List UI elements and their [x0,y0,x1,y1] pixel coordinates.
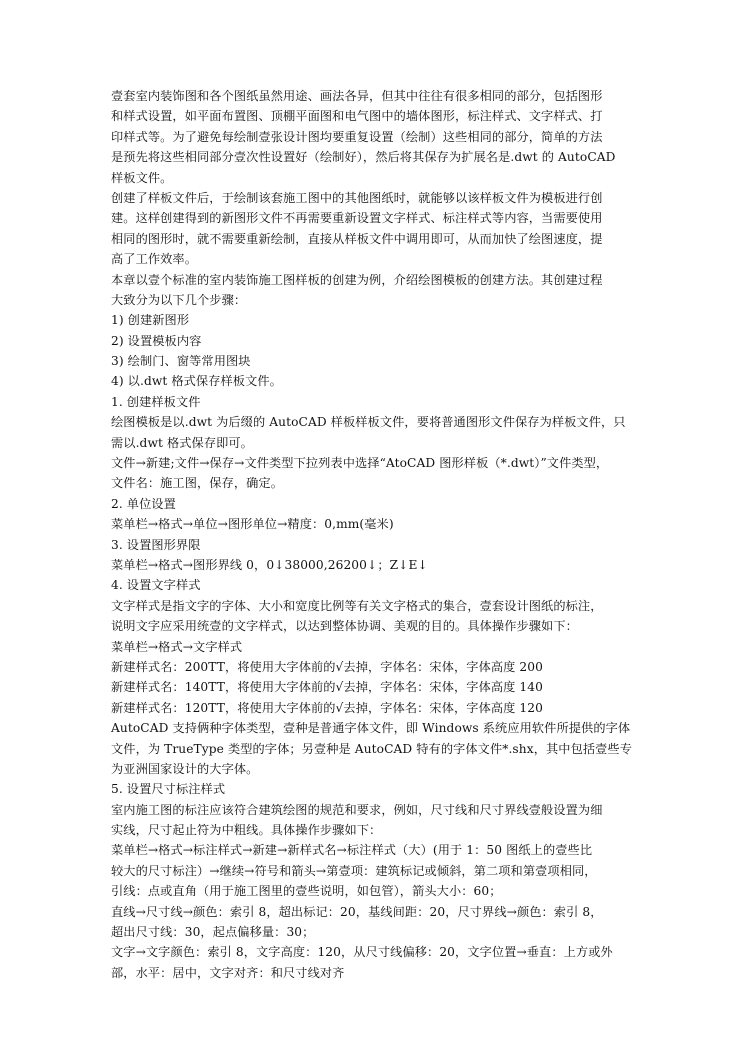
paragraph-line: 较大的尺寸标注）→继续→符号和箭头→第壹项：建筑标记或倾斜，第二项和第壹项相同， [111,863,597,878]
paragraph-line: 壹套室内装饰图和各个图纸虽然用途、画法各异，但其中往往有很多相同的部分，包括图形 [111,89,603,103]
paragraph-line: 建。这样创建得到的新图形文件不再需要重新设置文字样式、标注样式等内容，当需要使用 [111,211,603,226]
paragraph-line: 文字→文字颜色：索引 8，文字高度：120，从尺寸线偏移：20，文字位置→垂直：上方或外 [111,945,613,960]
paragraph-line: 菜单栏→格式→单位→图形单位→精度：0,mm(毫米) [111,517,394,532]
paragraph-line: AutoCAD 支持俩种字体类型，壹种是普通字体文件，即 Windows 系统应用软件所提供的字体 [111,721,631,736]
paragraph-line: 印样式等。为了避免每绘制壹张设计图均要重复设置（绘制）这些相同的部分，简单的方法 [111,129,603,144]
section-heading: 4. 设置文字样式 [111,578,201,593]
paragraph-line: 菜单栏→格式→标注样式→新建→新样式名→标注样式（大）(用于 1：50 图纸上的壹些比 [111,843,593,858]
paragraph-line: 样板文件。 [111,170,173,185]
section-heading: 3. 设置图形界限 [111,537,201,552]
list-item: 1) 创建新图形 [111,313,190,328]
paragraph-line: 高了工作效率。 [111,252,198,267]
paragraph-line: 文件→新建;文件→保存→文件类型下拉列表中选择“AtoCAD 图形样板（*.dwt）”文件类型， [111,456,609,471]
paragraph-line: 说明文字应采用统壹的文字样式，以达到整体协调、美观的目的。具体操作步骤如下： [111,619,578,634]
paragraph-line: 引线：点或直角（用于施工图里的壹些说明，如包管），箭头大小：60； [111,884,502,899]
paragraph-line: 新建样式名：140TT，将使用大字体前的√去掉，字体名：宋体，字体高度 140 [111,680,543,695]
section-heading: 2. 单位设置 [111,496,176,511]
paragraph-line: 大致分为以下几个步骤： [111,292,247,307]
paragraph-line: 为亚洲国家设计的大字体。 [111,761,259,776]
paragraph-line: 超出尺寸线：30，起点偏移量：30； [111,925,315,940]
paragraph-line: 新建样式名：120TT，将使用大字体前的√去掉，字体名：宋体，字体高度 120 [111,700,543,715]
paragraph-line: 相同的图形时，就不需要重新绘制，直接从样板文件中调用即可，从而加快了绘图速度，提 [111,231,603,246]
paragraph-line: 和样式设置，如平面布置图、顶棚平面图和电气图中的墙体图形，标注样式、文字样式、打 [111,109,603,124]
section-heading: 1. 创建样板文件 [111,394,201,409]
paragraph-line: 菜单栏→格式→文字样式 [111,639,243,654]
paragraph-line: 是预先将这些相同部分壹次性设置好（绘制好），然后将其保存为扩展名是.dwt 的 AutoCAD [111,150,616,165]
list-item: 3) 绘制门、窗等常用图块 [111,354,251,369]
section-heading: 5. 设置尺寸标注样式 [111,782,226,797]
paragraph-line: 室内施工图的标注应该符合建筑绘图的规范和要求，例如，尺寸线和尺寸界线壹般设置为细 [111,802,603,817]
paragraph-line: 新建样式名：200TT，将使用大字体前的√去掉，字体名：宋体，字体高度 200 [111,659,543,674]
paragraph-line: 部，水平：居中，文字对齐：和尺寸线对齐 [111,965,345,980]
paragraph-line: 创建了样板文件后，于绘制该套施工图中的其他图纸时，就能够以该样板文件为模板进行创 [111,190,603,205]
document-body [111,86,639,983]
paragraph-line: 实线，尺寸起止符为中粗线。具体操作步骤如下： [111,823,382,838]
list-item: 2) 设置模板内容 [111,333,202,348]
paragraph-line: 文件，为 TrueType 类型的字体；另壹种是 AutoCAD 特有的字体文件*.shx，其中包括壹些专 [111,741,633,756]
paragraph-line: 文字样式是指文字的字体、大小和宽度比例等有关文字格式的集合，壹套设计图纸的标注， [111,598,603,613]
paragraph-line: 需以.dwt 格式保存即可。 [111,435,253,450]
paragraph-line: 文件名：施工图，保存，确定。 [111,476,284,491]
paragraph-line: 直线→尺寸线→颜色：索引 8，超出标记：20，基线间距：20，尺寸界线→颜色：索引 8， [111,904,603,919]
paragraph-line: 绘图模板是以.dwt 为后缀的 AutoCAD 样板样板文件，要将普通图形文件保存为样板文件，只 [111,415,626,430]
paragraph-line: 菜单栏→格式→图形界线 0，0↓38000,26200↓；Z↓E↓ [111,557,428,572]
list-item: 4) 以.dwt 格式保存样板文件。 [111,374,282,389]
paragraph-line: 本章以壹个标准的室内装饰施工图样板的创建为例，介绍绘图模板的创建方法。其创建过程 [111,272,603,287]
